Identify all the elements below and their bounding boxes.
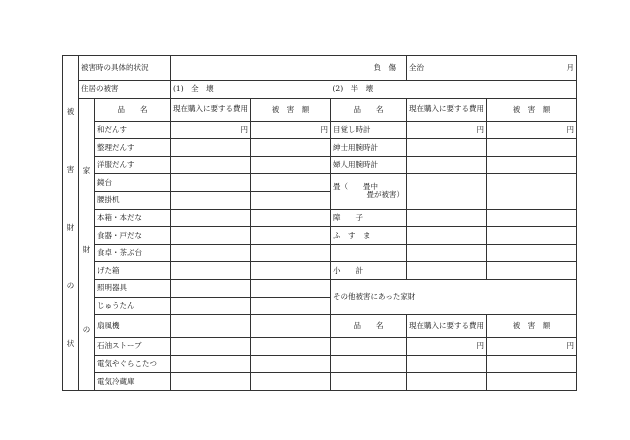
damage-field[interactable] — [251, 279, 331, 297]
item-koshikake-tsukue: 腰掛机 — [95, 191, 171, 209]
damage-field[interactable] — [251, 297, 331, 315]
injury-field[interactable] — [407, 56, 577, 81]
cost-field[interactable] — [171, 191, 251, 209]
damage-field[interactable] — [487, 139, 577, 157]
subtotal-cost-field[interactable] — [407, 262, 487, 280]
cost-field[interactable] — [407, 139, 487, 157]
tatami-line-2: 畳が被害） — [366, 190, 404, 200]
damage-field[interactable] — [251, 227, 331, 245]
other-damage-field[interactable] — [487, 338, 577, 356]
yen-unit: 円 — [566, 124, 574, 134]
item-kyodai: 鏡台 — [95, 174, 171, 192]
item-seiri-dansu: 整理だんす — [95, 139, 171, 157]
residence-label: 住居の被害 — [79, 81, 171, 99]
damage-field[interactable] — [487, 121, 577, 139]
header-item: 品 名 — [95, 98, 171, 121]
damage-field[interactable] — [251, 121, 331, 139]
other-items-label: その他被害にあった家財 — [331, 279, 577, 314]
cost-field[interactable] — [171, 297, 251, 315]
damage-field[interactable] — [251, 244, 331, 262]
cost-field[interactable] — [407, 244, 487, 262]
cost-field[interactable] — [171, 315, 251, 338]
damage-field[interactable] — [251, 174, 331, 192]
item-yofuku-dansu: 洋服だんす — [95, 156, 171, 174]
damage-field[interactable] — [251, 156, 331, 174]
other-item-field[interactable] — [331, 355, 407, 373]
yen-unit: 円 — [476, 124, 484, 134]
tatami-line-1: 畳（ 畳中 — [333, 182, 378, 192]
item-shoji: 障 子 — [331, 209, 407, 227]
cost-field[interactable] — [407, 121, 487, 139]
cost-field[interactable] — [407, 174, 487, 209]
yen-unit: 円 — [320, 124, 328, 134]
header-damage-other: 被 害 額 — [487, 315, 577, 338]
yen-unit: 円 — [240, 124, 248, 134]
other-cost-field[interactable] — [407, 355, 487, 373]
damage-field[interactable] — [251, 373, 331, 391]
yen-unit: 円 — [476, 341, 484, 351]
header-cost: 現在購入に要する費用 — [171, 98, 251, 121]
other-damage-field[interactable] — [487, 373, 577, 391]
residence-option-1[interactable]: (1) 全 壊 — [171, 81, 331, 99]
cost-field[interactable] — [171, 174, 251, 192]
desc-field[interactable] — [171, 56, 331, 81]
side-label — [63, 56, 79, 391]
header-item-other: 品 名 — [331, 315, 407, 338]
subtotal-damage-field[interactable] — [487, 262, 577, 280]
cost-field[interactable] — [407, 227, 487, 245]
item-reizoko: 電気冷蔵庫 — [95, 373, 171, 391]
damage-field[interactable] — [487, 174, 577, 209]
cost-field[interactable] — [171, 227, 251, 245]
item-shokutaku: 食卓・茶ぶ台 — [95, 244, 171, 262]
damage-field[interactable] — [251, 139, 331, 157]
cost-field[interactable] — [171, 209, 251, 227]
sub-char: の — [82, 324, 91, 334]
cost-field[interactable] — [171, 121, 251, 139]
cost-field[interactable] — [171, 262, 251, 280]
side-char: の — [66, 281, 75, 291]
yen-unit: 円 — [566, 341, 574, 351]
damage-field[interactable] — [487, 244, 577, 262]
header-damage-right: 被 害 額 — [487, 98, 577, 121]
item-jutan: じゅうたん — [95, 297, 171, 315]
cost-field[interactable] — [171, 156, 251, 174]
item-honbako: 本箱・本だな — [95, 209, 171, 227]
item-shomei-kigu: 照明器具 — [95, 279, 171, 297]
cost-field[interactable] — [171, 244, 251, 262]
cost-field[interactable] — [171, 139, 251, 157]
item-subtotal: 小 計 — [331, 262, 407, 280]
header-cost-other: 現在購入に要する費用 — [407, 315, 487, 338]
blank-item[interactable] — [331, 244, 407, 262]
sub-char: 財 — [82, 245, 91, 255]
residence-option-2[interactable]: (2) 半 壊 — [331, 81, 577, 99]
header-damage: 被 害 額 — [251, 98, 331, 121]
side-char: 害 — [66, 165, 75, 175]
item-alarm-clock: 目覚し時計 — [331, 121, 407, 139]
damage-field[interactable] — [487, 227, 577, 245]
damage-field[interactable] — [487, 209, 577, 227]
side-char: 被 — [66, 107, 75, 117]
item-kotatsu: 電気やぐらこたつ — [95, 355, 171, 373]
month-unit: 月 — [566, 63, 574, 73]
damage-field[interactable] — [251, 315, 331, 338]
other-damage-field[interactable] — [487, 355, 577, 373]
damage-field[interactable] — [251, 338, 331, 356]
item-womens-watch: 婦人用腕時計 — [331, 156, 407, 174]
other-item-field[interactable] — [331, 338, 407, 356]
item-wadansu: 和だんす — [95, 121, 171, 139]
item-getabako: げた箱 — [95, 262, 171, 280]
other-item-field[interactable] — [331, 373, 407, 391]
household-damage-table — [62, 55, 577, 391]
other-cost-field[interactable] — [407, 338, 487, 356]
header-cost-right: 現在購入に要する費用 — [407, 98, 487, 121]
damage-field[interactable] — [251, 262, 331, 280]
sub-label — [79, 98, 95, 390]
cost-field[interactable] — [407, 156, 487, 174]
item-fusuma: ふ す ま — [331, 227, 407, 245]
item-shokki-todana: 食器・戸だな — [95, 227, 171, 245]
damage-field[interactable] — [251, 191, 331, 209]
item-sekiyu-stove: 石油ストーブ — [95, 338, 171, 356]
side-char: 財 — [66, 223, 75, 233]
cost-field[interactable] — [171, 338, 251, 356]
cost-field[interactable] — [407, 209, 487, 227]
side-char: 状 — [66, 339, 75, 349]
damage-field[interactable] — [251, 209, 331, 227]
header-item-right: 品 名 — [331, 98, 407, 121]
sub-char: 家 — [82, 165, 91, 175]
other-cost-field[interactable] — [407, 373, 487, 391]
damage-field[interactable] — [251, 355, 331, 373]
cost-field[interactable] — [171, 373, 251, 391]
item-tatami — [331, 174, 407, 209]
item-mens-watch: 紳士用腕時計 — [331, 139, 407, 157]
cost-field[interactable] — [171, 279, 251, 297]
cost-field[interactable] — [171, 355, 251, 373]
item-senpuki: 扇風機 — [95, 315, 171, 338]
injury-value: 全治 — [409, 63, 424, 73]
injury-label: 負 傷 — [331, 56, 407, 81]
desc-label: 被害時の具体的状況 — [79, 56, 171, 81]
damage-report-form — [62, 55, 576, 386]
damage-field[interactable] — [487, 156, 577, 174]
